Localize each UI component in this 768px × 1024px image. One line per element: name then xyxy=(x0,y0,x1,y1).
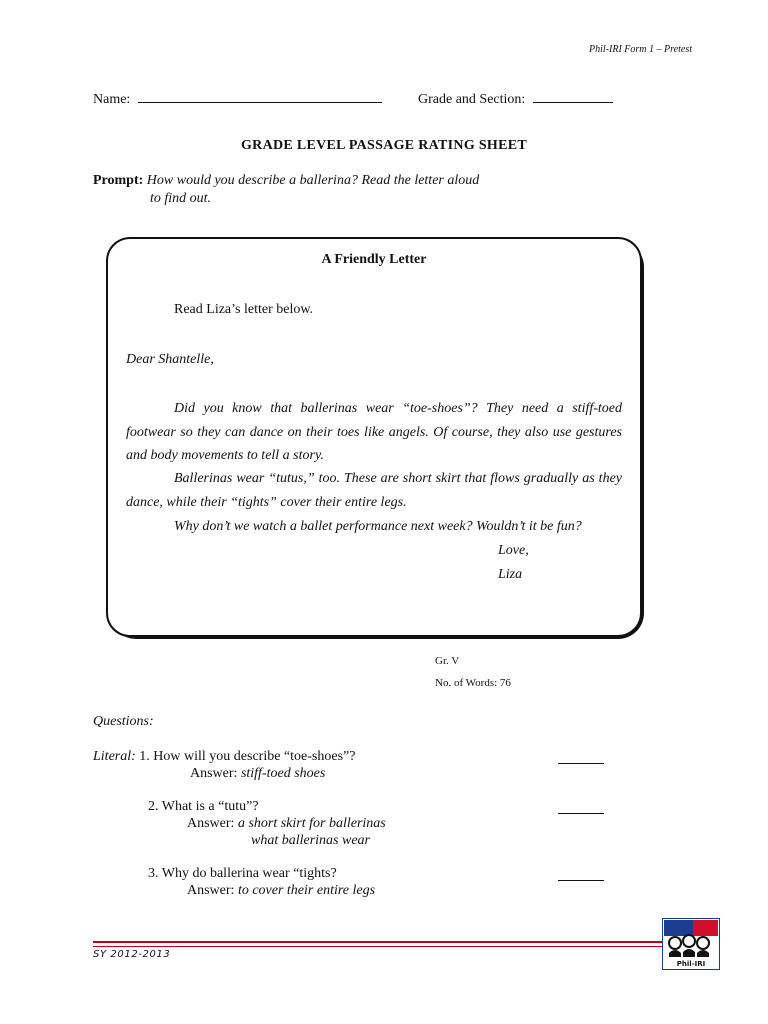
phil-iri-logo-icon xyxy=(663,919,719,969)
question-3-text: 3. Why do ballerina wear “tights? xyxy=(148,866,337,881)
name-row xyxy=(93,89,382,108)
prompt xyxy=(93,172,563,208)
letter-paragraph-2 xyxy=(126,467,622,514)
letter-greeting: Dear Shantelle, xyxy=(126,352,214,367)
answer-1-label: Answer: xyxy=(190,766,238,781)
question-category: Literal: xyxy=(93,749,136,764)
school-year: SY 2012-2013 xyxy=(93,949,171,960)
grade-section-row xyxy=(418,89,613,108)
question-1 xyxy=(93,749,355,765)
score-blank-3 xyxy=(558,879,604,881)
letter-signature: Liza xyxy=(498,567,523,582)
letter-paragraph-2-text: Ballerinas wear “tutus,” too. These are short skirt that flows gradually as they dance, while their “tights” cover their entire legs. xyxy=(126,471,622,510)
letter-title: A Friendly Letter xyxy=(321,252,427,267)
question-3 xyxy=(148,866,337,882)
answer-3-label: Answer: xyxy=(187,883,235,898)
logo-label: Phil-IRI xyxy=(676,960,706,968)
answer-2-label: Answer: xyxy=(187,816,235,831)
letter-instruction: Read Liza’s letter below. xyxy=(174,302,314,317)
form-tag: Phil-IRI Form 1 – Pretest xyxy=(589,44,692,55)
prompt-text-line2: to find out. xyxy=(150,191,212,206)
name-label: Name: xyxy=(93,92,131,107)
answer-2-text-continued: what ballerinas wear xyxy=(251,833,371,848)
questions-heading: Questions: xyxy=(93,714,154,729)
answer-2 xyxy=(187,816,386,832)
footer-rule xyxy=(93,941,663,943)
answer-1 xyxy=(190,766,325,782)
prompt-label: Prompt: xyxy=(93,173,144,188)
letter-paragraph-3-text: Why don’t we watch a ballet performance next week? Wouldn’t it be fun? xyxy=(174,519,582,534)
grade-section-field xyxy=(533,89,613,103)
word-count: No. of Words: 76 xyxy=(435,677,511,689)
letter-paragraph-3 xyxy=(126,515,622,539)
name-field xyxy=(138,89,382,103)
answer-3-text: to cover their entire legs xyxy=(237,883,376,898)
answer-2-text: a short skirt for ballerinas xyxy=(237,816,386,831)
score-blank-2 xyxy=(558,812,604,814)
grade-section-label: Grade and Section: xyxy=(418,92,526,107)
prompt-text-line1: How would you describe a ballerina? Read the letter aloud xyxy=(146,173,480,188)
question-2 xyxy=(148,799,259,815)
grade-level: Gr. V xyxy=(435,655,460,667)
letter-paragraph-1-text: Did you know that ballerinas wear “toe-shoes”? They need a stiff-toed footwear so they can dance on their toes like angels. Of course, they also use gestures and body movements to tell a story. xyxy=(126,401,622,463)
score-blank-1 xyxy=(558,762,604,764)
question-1-text: 1. How will you describe “toe-shoes”? xyxy=(139,749,356,764)
question-2-text: 2. What is a “tutu”? xyxy=(148,799,259,814)
answer-3 xyxy=(187,883,375,899)
letter-paragraph-1 xyxy=(126,397,622,468)
answer-2-continued xyxy=(251,833,370,849)
phil-iri-logo xyxy=(662,918,720,970)
page-title: GRADE LEVEL PASSAGE RATING SHEET xyxy=(240,138,528,153)
footer-rule-thin xyxy=(93,946,663,947)
answer-1-text: stiff-toed shoes xyxy=(240,766,326,781)
letter-closing: Love, xyxy=(498,543,529,558)
